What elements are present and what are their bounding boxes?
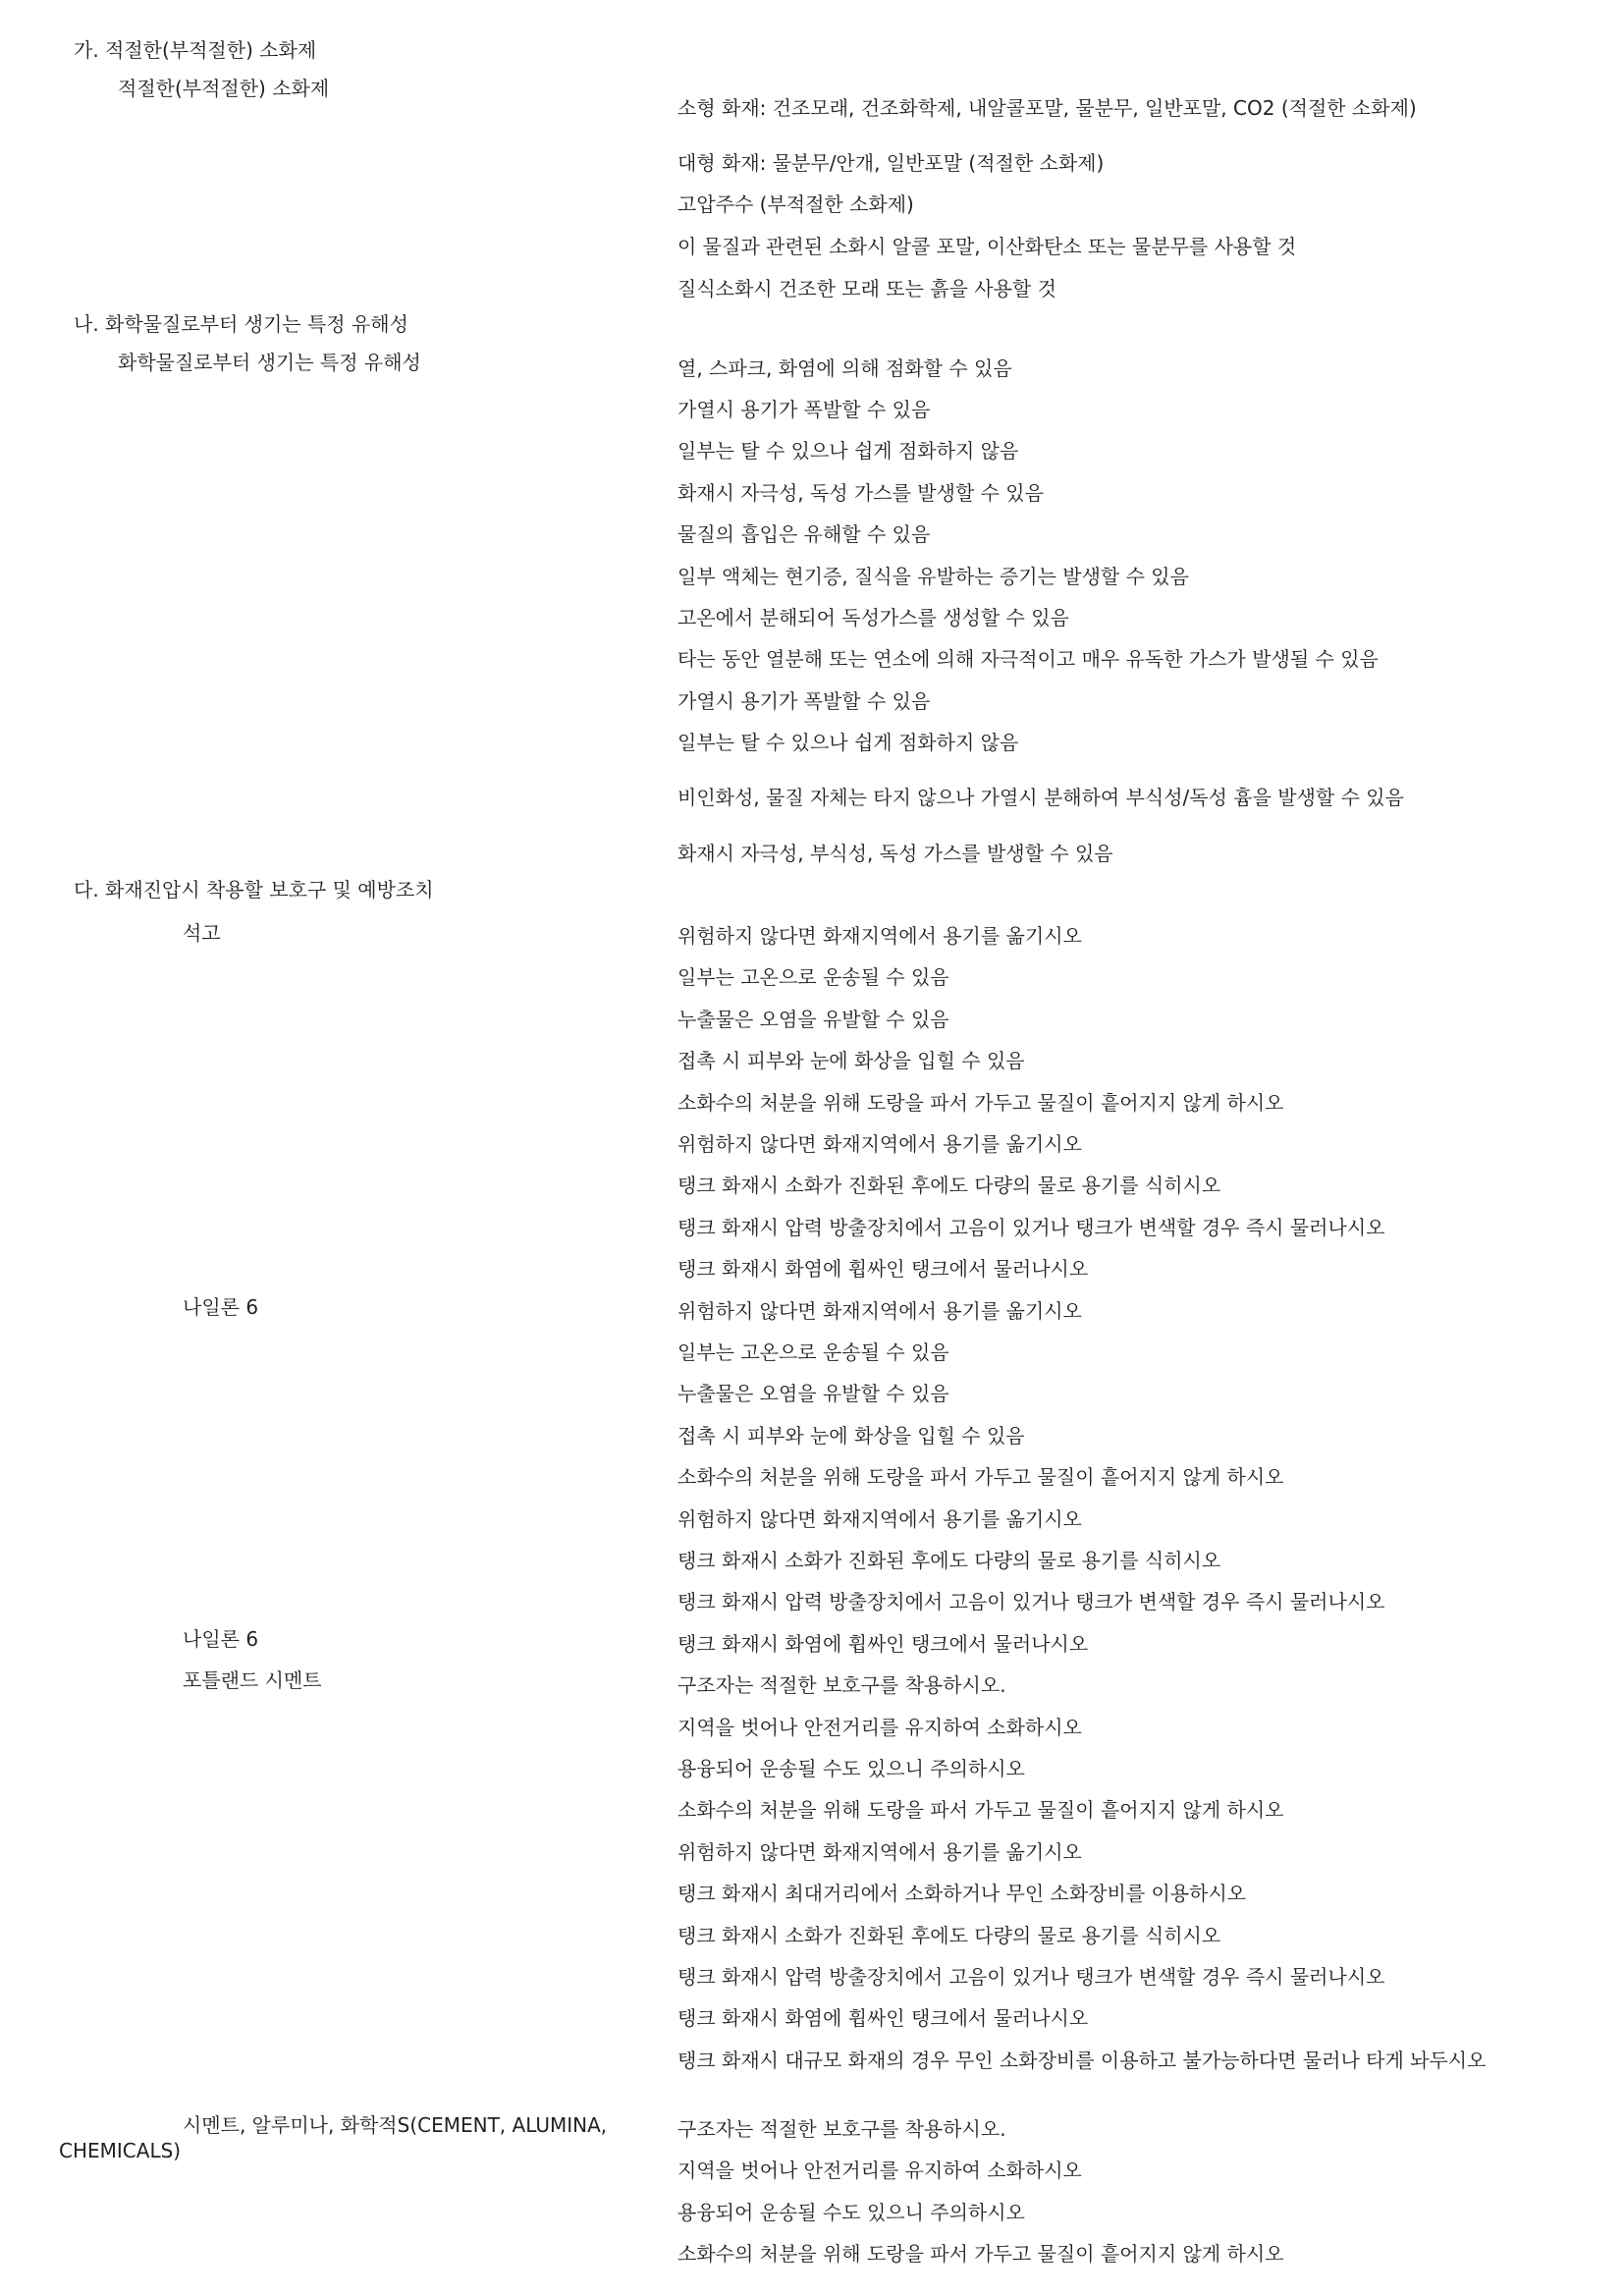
- text-line: 물질의 흡입은 유해할 수 있음: [677, 522, 931, 546]
- text-line: 소형 화재: 건조모래, 건조화학제, 내알콜포말, 물분무, 일반포말, CO2 (적절한 소화제): [677, 96, 1417, 120]
- text-line: 탱크 화재시 화염에 휩싸인 탱크에서 물러나시오: [677, 1632, 1089, 1656]
- text-line: 누출물은 오염을 유발할 수 있음: [677, 1382, 949, 1405]
- text-line: 지역을 벗어나 안전거리를 유지하여 소화하시오: [677, 2159, 1082, 2182]
- text-line: 화재시 자극성, 독성 가스를 발생할 수 있음: [677, 481, 1044, 505]
- text-line: 탱크 화재시 소화가 진화된 후에도 다량의 물로 용기를 식히시오: [677, 1549, 1221, 1572]
- text-line: 위험하지 않다면 화재지역에서 용기를 옮기시오: [677, 1840, 1082, 1864]
- section-na-heading: 나. 화학물질로부터 생기는 특정 유해성: [74, 312, 408, 336]
- text-line: 탱크 화재시 대규모 화재의 경우 무인 소화장비를 이용하고 불가능하다면 물러나 타게 놔두시오: [677, 2049, 1487, 2072]
- text-line: 접촉 시 피부와 눈에 화상을 입힐 수 있음: [677, 1049, 1025, 1072]
- text-line: 탱크 화재시 소화가 진화된 후에도 다량의 물로 용기를 식히시오: [677, 1924, 1221, 1947]
- material-label-gypsum: 석고: [183, 921, 221, 945]
- text-line: 일부는 고온으로 운송될 수 있음: [677, 965, 949, 989]
- text-line: 탱크 화재시 최대거리에서 소화하거나 무인 소화장비를 이용하시오: [677, 1882, 1247, 1905]
- text-line: 이 물질과 관련된 소화시 알콜 포말, 이산화탄소 또는 물분무를 사용할 것: [677, 235, 1297, 258]
- text-line: 탱크 화재시 소화가 진화된 후에도 다량의 물로 용기를 식히시오: [677, 1174, 1221, 1197]
- section-ga-subheading: 적절한(부적절한) 소화제: [118, 77, 330, 100]
- material-label-portland-cement: 포틀랜드 시멘트: [183, 1668, 322, 1692]
- text-line: 탱크 화재시 화염에 휩싸인 탱크에서 물러나시오: [677, 1257, 1089, 1281]
- text-line: 일부는 탈 수 있으나 쉽게 점화하지 않음: [677, 731, 1019, 754]
- text-line: 일부 액체는 현기증, 질식을 유발하는 증기는 발생할 수 있음: [677, 565, 1189, 588]
- text-line: 위험하지 않다면 화재지역에서 용기를 옮기시오: [677, 1507, 1082, 1531]
- section-da-heading: 다. 화재진압시 착용할 보호구 및 예방조치: [74, 878, 434, 902]
- text-line: 위험하지 않다면 화재지역에서 용기를 옮기시오: [677, 924, 1082, 948]
- text-line: 화재시 자극성, 부식성, 독성 가스를 발생할 수 있음: [677, 842, 1113, 865]
- text-line: 용융되어 운송될 수도 있으니 주의하시오: [677, 1757, 1025, 1780]
- text-line: 질식소화시 건조한 모래 또는 흙을 사용할 것: [677, 277, 1056, 301]
- text-line: 위험하지 않다면 화재지역에서 용기를 옮기시오: [677, 1132, 1082, 1156]
- material-label-nylon: 나일론 6: [183, 1295, 259, 1319]
- text-line: 탱크 화재시 압력 방출장치에서 고음이 있거나 탱크가 변색할 경우 즉시 물러나시오: [677, 1590, 1385, 1613]
- text-line: 타는 동안 열분해 또는 연소에 의해 자극적이고 매우 유독한 가스가 발생될 수 있음: [677, 647, 1379, 671]
- section-na-subheading: 화학물질로부터 생기는 특정 유해성: [118, 351, 421, 374]
- text-line: 소화수의 처분을 위해 도랑을 파서 가두고 물질이 흩어지지 않게 하시오: [677, 2242, 1284, 2266]
- text-line: 비인화성, 물질 자체는 타지 않으나 가열시 분해하여 부식성/독성 흄을 발생할 수 있음: [677, 786, 1404, 809]
- text-line: 탱크 화재시 압력 방출장치에서 고음이 있거나 탱크가 변색할 경우 즉시 물러나시오: [677, 1216, 1385, 1239]
- text-line: 용융되어 운송될 수도 있으니 주의하시오: [677, 2201, 1025, 2224]
- text-line: 구조자는 적절한 보호구를 착용하시오.: [677, 1673, 1006, 1697]
- text-line: 소화수의 처분을 위해 도랑을 파서 가두고 물질이 흩어지지 않게 하시오: [677, 1798, 1284, 1822]
- text-line: 소화수의 처분을 위해 도랑을 파서 가두고 물질이 흩어지지 않게 하시오: [677, 1465, 1284, 1489]
- text-line: 탱크 화재시 압력 방출장치에서 고음이 있거나 탱크가 변색할 경우 즉시 물러나시오: [677, 1965, 1385, 1989]
- text-line: 고압주수 (부적절한 소화제): [677, 192, 914, 216]
- text-line: 소화수의 처분을 위해 도랑을 파서 가두고 물질이 흩어지지 않게 하시오: [677, 1091, 1284, 1115]
- text-line: 접촉 시 피부와 눈에 화상을 입힐 수 있음: [677, 1424, 1025, 1448]
- material-label-nylon: 나일론 6: [183, 1627, 259, 1651]
- text-line: 가열시 용기가 폭발할 수 있음: [677, 398, 931, 421]
- text-line: 대형 화재: 물분무/안개, 일반포말 (적절한 소화제): [677, 151, 1105, 175]
- text-line: 일부는 고온으로 운송될 수 있음: [677, 1340, 949, 1364]
- text-line: 일부는 탈 수 있으나 쉽게 점화하지 않음: [677, 439, 1019, 463]
- text-line: 고온에서 분해되어 독성가스를 생성할 수 있음: [677, 606, 1069, 629]
- section-ga-heading: 가. 적절한(부적절한) 소화제: [74, 38, 317, 62]
- text-line: 구조자는 적절한 보호구를 착용하시오.: [677, 2117, 1006, 2141]
- text-line: 위험하지 않다면 화재지역에서 용기를 옮기시오: [677, 1299, 1082, 1323]
- text-line: 누출물은 오염을 유발할 수 있음: [677, 1008, 949, 1031]
- text-line: 탱크 화재시 화염에 휩싸인 탱크에서 물러나시오: [677, 2006, 1089, 2030]
- text-line: 지역을 벗어나 안전거리를 유지하여 소화하시오: [677, 1716, 1082, 1739]
- material-label-cement-alumina: 시멘트, 알루미나, 화학적S(CEMENT, ALUMINA, CHEMICALS): [59, 2113, 608, 2162]
- text-line: 열, 스파크, 화염에 의해 점화할 수 있음: [677, 356, 1012, 380]
- text-line: 가열시 용기가 폭발할 수 있음: [677, 689, 931, 713]
